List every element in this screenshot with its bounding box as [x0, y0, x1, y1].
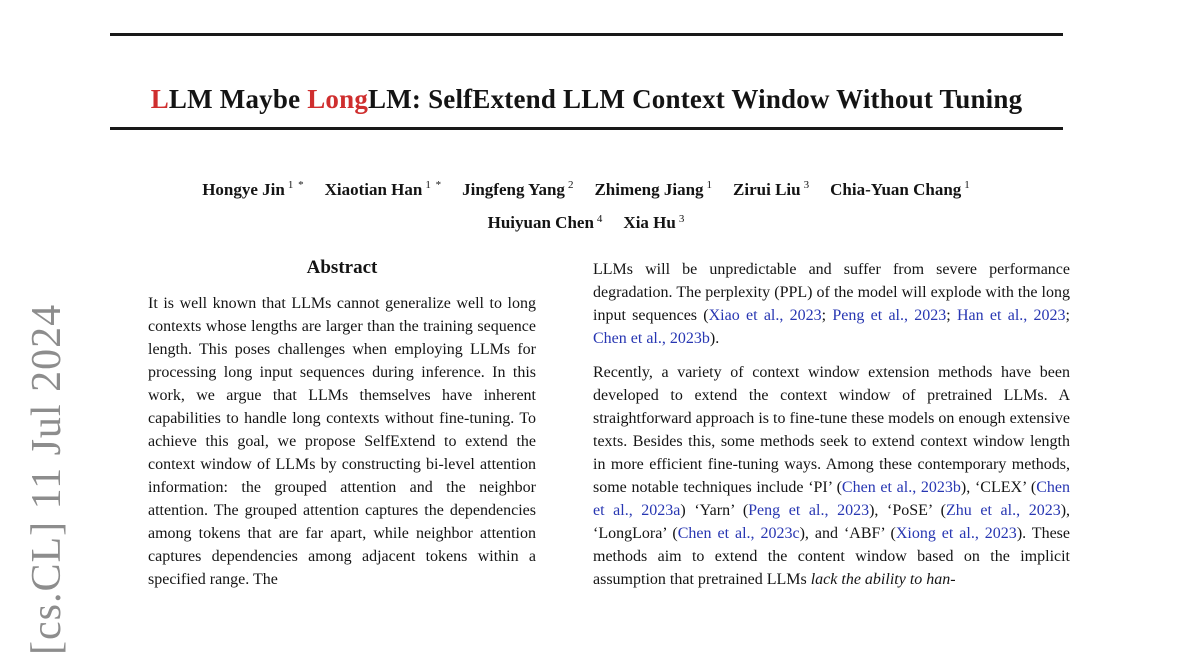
paper-title	[110, 84, 1063, 115]
text-segment: ). These methods aim to extend the content window based on the implicit assumption that pretrained LLMs	[593, 525, 1071, 588]
author-affiliation-sup: 1 *	[287, 179, 305, 191]
emphasis-text: lack the ability to han-	[810, 571, 956, 588]
abstract-heading: Abstract	[306, 257, 378, 278]
author-name: Zhimeng Jiang $^1$	[594, 179, 714, 199]
abstract-section	[148, 257, 536, 591]
author-name: Jingfeng Yang $^2$	[462, 179, 575, 199]
author-name: Xia Hu $^3$	[623, 212, 686, 233]
arxiv-watermark: [cs.CL] 11 Jul 2024	[24, 303, 70, 655]
introduction-column	[593, 258, 1070, 591]
text-segment: LLMs will be unpredictable and suffer from severe performance degradation. The perplexity (PPL) of the model will explode with the long input sequences (	[593, 261, 1070, 324]
text-segment: Recently, a variety of context window extension methods have been developed to extend the context window of pretrained LLMs. A straightforward approach is to fine-tune these models on enough extensive texts. Besides this, some methods seek to extend context window length in more efficient fine-tuning ways. Among these contemporary methods, some notable techniques include ‘PI’ (	[593, 364, 1070, 496]
text-segment: ), ‘PoSE’ (	[869, 502, 946, 519]
text-segment: LM: SelfExtend LLM Context Window Without Tuning	[368, 84, 1023, 115]
author-affiliation-sup: 4	[596, 212, 604, 225]
author-affiliation-sup: 1 *	[425, 179, 443, 191]
title-accent-text: Long	[307, 84, 369, 115]
author-name: Hongye Jin $^{1 *}$	[202, 179, 305, 199]
author-affiliation-sup: 2	[567, 179, 575, 191]
author-affiliation-sup: 1	[706, 179, 714, 191]
author-name: Xiaotian Han $^{1 *}$	[324, 179, 443, 199]
author-row	[80, 171, 1093, 205]
citation-link[interactable]: Zhu et al., 2023	[946, 502, 1061, 519]
text-segment: ), ‘CLEX’ (	[960, 479, 1037, 496]
citation-link[interactable]: Chen et al., 2023a	[593, 479, 1070, 519]
text-segment: ;	[946, 307, 957, 324]
citation-link[interactable]: Chen et al., 2023c	[677, 525, 800, 542]
author-row	[80, 205, 1093, 239]
author-list	[80, 171, 1093, 238]
text-segment: ) ‘Yarn’ (	[680, 502, 749, 519]
citation-link[interactable]: Xiao et al., 2023	[708, 307, 822, 324]
title-accent-text: L	[150, 84, 169, 115]
author-affiliation-sup: 3	[803, 179, 811, 191]
text-segment: ;	[1065, 307, 1070, 324]
citation-link[interactable]: Peng et al., 2023	[832, 307, 947, 324]
text-segment: ;	[821, 307, 833, 324]
text-segment: ), and ‘ABF’ (	[799, 525, 896, 542]
intro-paragraph-1	[593, 258, 1070, 350]
author-affiliation-sup: 3	[678, 212, 686, 225]
author-name: Chia-Yuan Chang $^1$	[830, 179, 971, 199]
title-rule-bottom	[110, 127, 1063, 130]
citation-link[interactable]: Xiong et al., 2023	[895, 525, 1017, 542]
abstract-text: It is well known that LLMs cannot generalize well to long contexts whose lengths are larger than the training sequence length. This poses challenges when employing LLMs for processing long input sequences during inference. In this work, we argue that LLMs themselves have inherent capabilities to handle long contexts without fine-tuning. To achieve this goal, we propose SelfExtend to extend the context window of LLMs by constructing bi-level attention information: the grouped attention and the neighbor attention. The grouped attention captures the dependencies among tokens that are far apart, while neighbor attention captures dependencies among adjacent tokens within a specified range. The	[148, 295, 536, 588]
text-segment: ), ‘LongLora’ (	[593, 502, 1071, 542]
author-affiliation-sup: 1	[964, 179, 971, 191]
citation-link[interactable]: Chen et al., 2023b	[593, 330, 710, 347]
intro-paragraph-2	[593, 361, 1070, 591]
citation-link[interactable]: Peng et al., 2023	[748, 502, 870, 519]
title-rule-top	[110, 33, 1063, 36]
citation-link[interactable]: Han et al., 2023	[956, 307, 1066, 324]
text-segment: LM Maybe	[168, 84, 308, 115]
author-name: Zirui Liu $^3$	[733, 179, 811, 199]
text-segment: ).	[709, 330, 720, 347]
author-name: Huiyuan Chen $^4$	[487, 212, 604, 233]
citation-link[interactable]: Chen et al., 2023b	[841, 479, 961, 496]
